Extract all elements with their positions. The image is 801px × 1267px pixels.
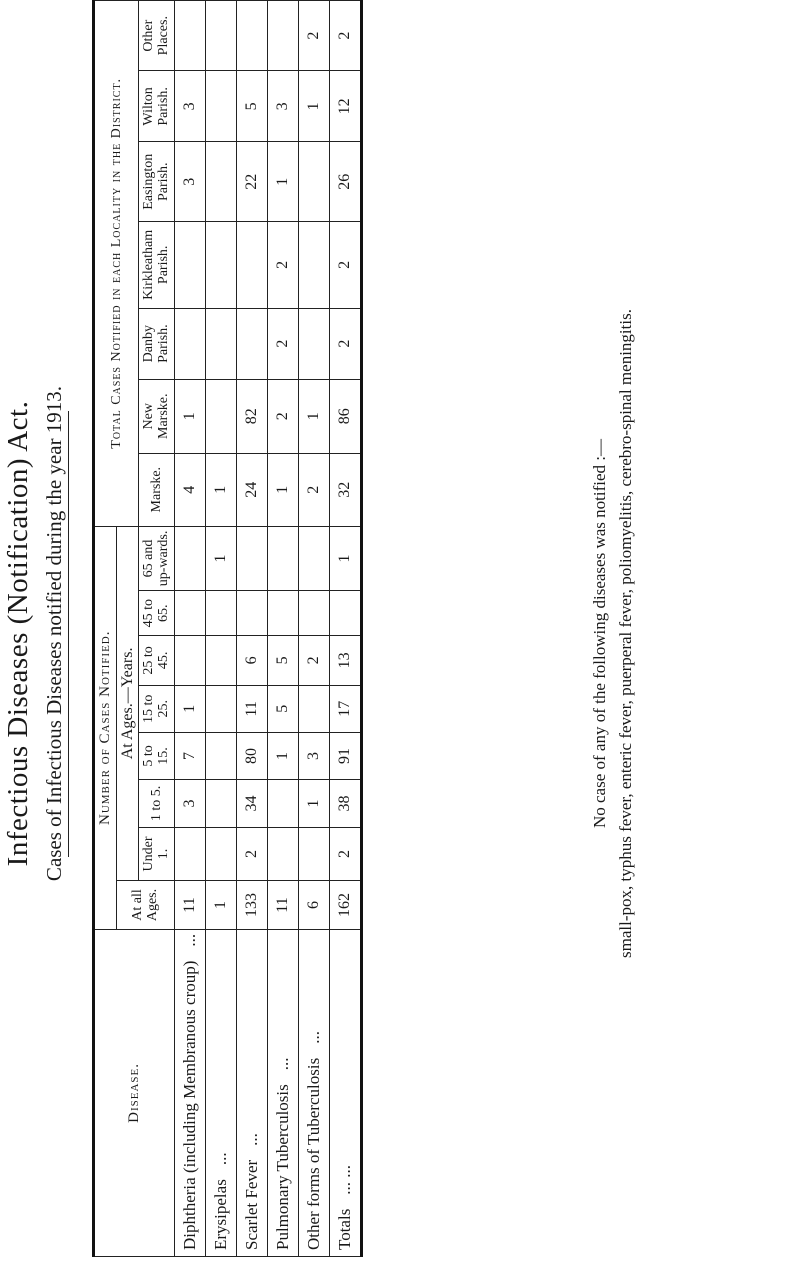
table-body (174, 1, 361, 1257)
locality-col-header: Danby Parish. (139, 308, 175, 379)
age-cell (267, 827, 298, 880)
locality-cell (205, 142, 236, 222)
disease-cell (236, 929, 267, 1256)
header-row-1 (94, 1, 117, 1257)
age-col-header: 65 and up-wards. (139, 526, 175, 591)
age-cell (205, 827, 236, 880)
disease-cell (174, 929, 205, 1256)
locality-cell: 2 (267, 222, 298, 309)
locality-cell: 86 (329, 379, 361, 453)
locality-cell: 1 (174, 379, 205, 453)
age-col-header: 15 to 25. (139, 685, 175, 732)
age-cell: 3 (174, 780, 205, 828)
age-cell: 1 (174, 685, 205, 732)
locality-cell (298, 222, 329, 309)
locality-cell: 4 (174, 453, 205, 526)
locality-col-header: New Marske. (139, 379, 175, 453)
leader-dots: ... ... (334, 1164, 354, 1195)
locality-col-header: Wilton Parish. (139, 71, 175, 142)
locality-cell: 3 (174, 71, 205, 142)
locality-cell: 3 (267, 71, 298, 142)
locality-cell (205, 1, 236, 71)
all-ages-cell: 11 (174, 881, 205, 930)
disease-header: Disease. (94, 929, 175, 1256)
age-cell (174, 636, 205, 686)
all-ages-cell: 1 (205, 881, 236, 930)
age-group-header: At Ages.—Years. (116, 526, 139, 881)
locality-cell: 1 (267, 142, 298, 222)
age-cell: 13 (329, 636, 361, 686)
age-cell (298, 827, 329, 880)
age-cell: 91 (329, 732, 361, 779)
all-ages-cell: 11 (267, 881, 298, 930)
age-col-header: 5 to 15. (139, 732, 175, 779)
locality-cell: 82 (236, 379, 267, 453)
locality-cell: 24 (236, 453, 267, 526)
age-cell (298, 591, 329, 636)
age-col-header: 1 to 5. (139, 780, 175, 828)
locality-cell (205, 379, 236, 453)
locality-cell: 2 (267, 308, 298, 379)
age-cell (174, 827, 205, 880)
age-cell: 3 (298, 732, 329, 779)
age-cell: 2 (236, 827, 267, 880)
locality-cell: 2 (298, 453, 329, 526)
all-ages-cell: 6 (298, 881, 329, 930)
locality-cell: 1 (267, 453, 298, 526)
locality-cell: 32 (329, 453, 361, 526)
title-underline (68, 411, 69, 857)
locality-cell (205, 222, 236, 309)
locality-col-header: Easington Parish. (139, 142, 175, 222)
leader-dots: ... (241, 1133, 261, 1146)
age-cell: 1 (298, 780, 329, 828)
table-row (174, 1, 205, 1257)
age-cell (298, 685, 329, 732)
leader-dots: ... (303, 1031, 323, 1044)
locality-cell: 26 (329, 142, 361, 222)
all-ages-cell: 162 (329, 881, 361, 930)
leader-dots: ... (272, 1057, 292, 1071)
age-cell: 2 (329, 827, 361, 880)
age-cell: 6 (236, 636, 267, 686)
leader-dots: ... (179, 933, 199, 947)
locality-col-header: Kirkleatham Parish. (139, 222, 175, 309)
age-cell (205, 732, 236, 779)
locality-cell (267, 1, 298, 71)
age-cell (205, 591, 236, 636)
locality-cell (236, 308, 267, 379)
locality-cell: 1 (298, 379, 329, 453)
locality-cell: 1 (205, 453, 236, 526)
locality-cell: 2 (329, 222, 361, 309)
age-cell: 7 (174, 732, 205, 779)
age-cell (174, 591, 205, 636)
age-col-header: 25 to 45. (139, 636, 175, 686)
leader-dots: ... (210, 1152, 230, 1166)
age-cell: 1 (205, 526, 236, 591)
age-cell (205, 636, 236, 686)
age-cell (329, 591, 361, 636)
age-cell (205, 685, 236, 732)
age-cell: 38 (329, 780, 361, 828)
locality-cell: 12 (329, 71, 361, 142)
locality-header: Total Cases Notified in each Locality in the District. (94, 1, 139, 527)
locality-cell (174, 1, 205, 71)
locality-cell (174, 222, 205, 309)
disease-name: Erysipelas (210, 1179, 230, 1250)
locality-cell: 2 (298, 1, 329, 71)
locality-cell: 22 (236, 142, 267, 222)
age-cell: 1 (267, 732, 298, 779)
table-row (205, 1, 236, 1257)
locality-cell: 1 (298, 71, 329, 142)
disease-name: Diphtheria (including Membranous croup) (179, 960, 199, 1250)
document-subtitle: Cases of Infectious Diseases notified during the year 1913. (42, 385, 66, 882)
locality-cell: 2 (329, 308, 361, 379)
age-cell: 17 (329, 685, 361, 732)
disease-name: Other forms of Tuberculosis (303, 1057, 323, 1250)
age-cell (236, 526, 267, 591)
table-row (298, 1, 329, 1257)
age-col-header: Under 1. (139, 827, 175, 880)
locality-cell (236, 222, 267, 309)
table-row (267, 1, 298, 1257)
locality-cell (205, 71, 236, 142)
locality-cell (205, 308, 236, 379)
locality-col-header: Marske. (139, 453, 175, 526)
all-ages-cell: 133 (236, 881, 267, 930)
age-cell (267, 780, 298, 828)
notification-table (92, 0, 363, 1257)
totals-label: Totals (334, 1208, 354, 1250)
locality-cell (298, 142, 329, 222)
table-row (236, 1, 267, 1257)
locality-cell (298, 308, 329, 379)
age-cell (298, 526, 329, 591)
locality-col-header: Other Places. (139, 1, 175, 71)
number-notified-header: Number of Cases Notified. (94, 526, 117, 929)
age-cell (236, 591, 267, 636)
disease-cell (267, 929, 298, 1256)
age-cell: 1 (329, 526, 361, 591)
disease-name: Scarlet Fever (241, 1159, 261, 1250)
age-cell (174, 526, 205, 591)
disease-cell (205, 929, 236, 1256)
totals-row (329, 1, 361, 1257)
age-cell: 11 (236, 685, 267, 732)
locality-cell (236, 1, 267, 71)
disease-name: Pulmonary Tuberculosis (272, 1084, 292, 1250)
age-cell: 5 (267, 685, 298, 732)
locality-cell: 3 (174, 142, 205, 222)
locality-cell: 2 (267, 379, 298, 453)
totals-label-cell (329, 929, 361, 1256)
age-cell (267, 526, 298, 591)
locality-cell: 5 (236, 71, 267, 142)
age-cell: 34 (236, 780, 267, 828)
footnote-intro: No case of any of the following diseases was notified :— (590, 438, 609, 829)
locality-cell: 2 (329, 1, 361, 71)
locality-cell (174, 308, 205, 379)
disease-cell (298, 929, 329, 1256)
document-title: Infectious Diseases (Notification) Act. (2, 400, 34, 867)
age-col-header: 45 to 65. (139, 591, 175, 636)
all-ages-header: At all Ages. (116, 881, 174, 930)
age-cell: 5 (267, 636, 298, 686)
age-cell: 2 (298, 636, 329, 686)
age-cell (267, 591, 298, 636)
age-cell (205, 780, 236, 828)
age-cell: 80 (236, 732, 267, 779)
footnote-diseases: small-pox, typhus fever, enteric fever, puerperal fever, poliomyelitis, cerebro-spinal meningitis. (616, 309, 635, 958)
